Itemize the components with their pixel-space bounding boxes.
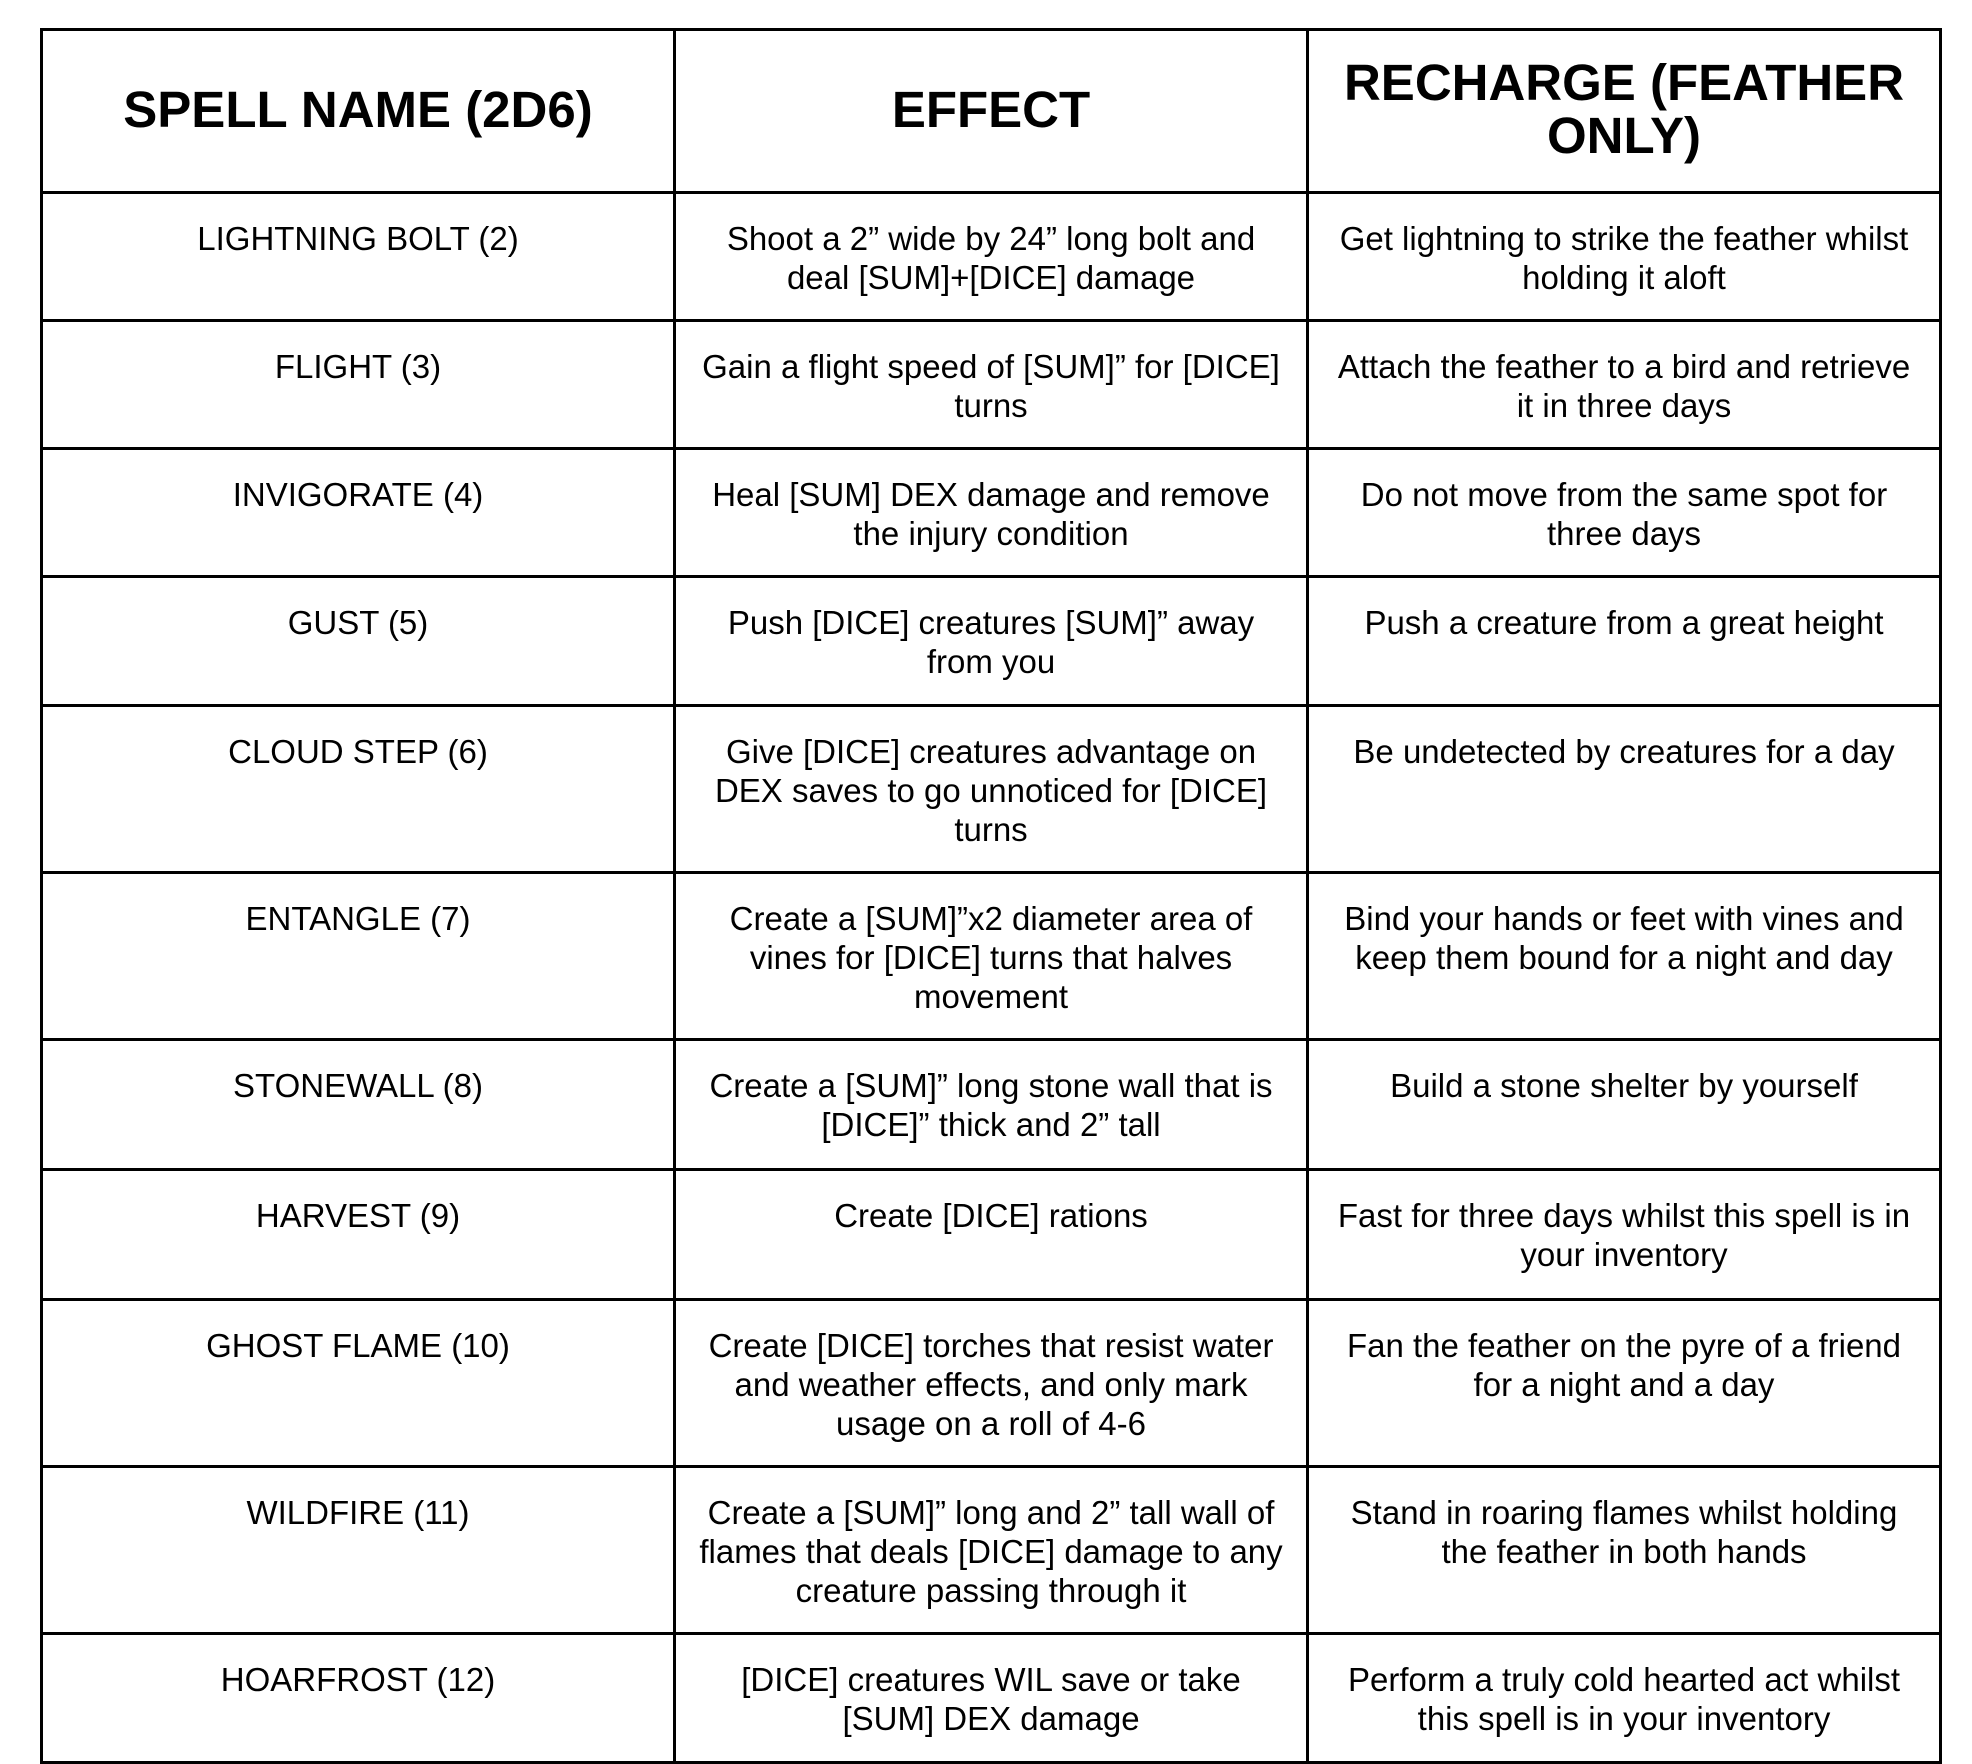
recharge-cell: Bind your hands or feet with vines and keep them bound for a night and day bbox=[1308, 873, 1941, 1040]
spell-table bbox=[40, 28, 1942, 1764]
table-row bbox=[42, 1467, 1941, 1634]
table-row bbox=[42, 577, 1941, 706]
recharge-cell: Fan the feather on the pyre of a friend for a night and a day bbox=[1308, 1300, 1941, 1467]
header-recharge: RECHARGE (FEATHER ONLY) bbox=[1308, 30, 1941, 193]
recharge-cell: Do not move from the same spot for three days bbox=[1308, 449, 1941, 577]
effect-cell: Create a [SUM]” long and 2” tall wall of flames that deals [DICE] damage to any creature passing through it bbox=[675, 1467, 1308, 1634]
table-row bbox=[42, 1170, 1941, 1300]
spell-name-cell: WILDFIRE (11) bbox=[42, 1467, 675, 1634]
spell-table-container bbox=[40, 28, 1939, 1764]
effect-cell: Create a [SUM]”x2 diameter area of vines for [DICE] turns that halves movement bbox=[675, 873, 1308, 1040]
table-row bbox=[42, 1634, 1941, 1763]
spell-name-cell: ENTANGLE (7) bbox=[42, 873, 675, 1040]
table-row bbox=[42, 1300, 1941, 1467]
header-effect: EFFECT bbox=[675, 30, 1308, 193]
effect-cell: Create a [SUM]” long stone wall that is [DICE]” thick and 2” tall bbox=[675, 1040, 1308, 1170]
spell-name-cell: FLIGHT (3) bbox=[42, 321, 675, 449]
spell-name-cell: HOARFROST (12) bbox=[42, 1634, 675, 1763]
table-header-row bbox=[42, 30, 1941, 193]
spell-name-cell: GHOST FLAME (10) bbox=[42, 1300, 675, 1467]
table-row bbox=[42, 193, 1941, 321]
recharge-cell: Stand in roaring flames whilst holding the feather in both hands bbox=[1308, 1467, 1941, 1634]
table-row bbox=[42, 706, 1941, 873]
effect-cell: Heal [SUM] DEX damage and remove the injury condition bbox=[675, 449, 1308, 577]
table-row bbox=[42, 321, 1941, 449]
header-spell-name: SPELL NAME (2D6) bbox=[42, 30, 675, 193]
table-row bbox=[42, 1040, 1941, 1170]
spell-name-cell: LIGHTNING BOLT (2) bbox=[42, 193, 675, 321]
effect-cell: [DICE] creatures WIL save or take [SUM] DEX damage bbox=[675, 1634, 1308, 1763]
spell-name-cell: GUST (5) bbox=[42, 577, 675, 706]
effect-cell: Create [DICE] torches that resist water and weather effects, and only mark usage on a roll of 4-6 bbox=[675, 1300, 1308, 1467]
recharge-cell: Attach the feather to a bird and retrieve it in three days bbox=[1308, 321, 1941, 449]
table-row bbox=[42, 449, 1941, 577]
recharge-cell: Push a creature from a great height bbox=[1308, 577, 1941, 706]
recharge-cell: Be undetected by creatures for a day bbox=[1308, 706, 1941, 873]
recharge-cell: Perform a truly cold hearted act whilst this spell is in your inventory bbox=[1308, 1634, 1941, 1763]
table-row bbox=[42, 873, 1941, 1040]
effect-cell: Gain a flight speed of [SUM]” for [DICE] turns bbox=[675, 321, 1308, 449]
recharge-cell: Build a stone shelter by yourself bbox=[1308, 1040, 1941, 1170]
recharge-cell: Get lightning to strike the feather whilst holding it aloft bbox=[1308, 193, 1941, 321]
spell-name-cell: HARVEST (9) bbox=[42, 1170, 675, 1300]
recharge-cell: Fast for three days whilst this spell is in your inventory bbox=[1308, 1170, 1941, 1300]
spell-name-cell: CLOUD STEP (6) bbox=[42, 706, 675, 873]
spell-name-cell: INVIGORATE (4) bbox=[42, 449, 675, 577]
effect-cell: Give [DICE] creatures advantage on DEX saves to go unnoticed for [DICE] turns bbox=[675, 706, 1308, 873]
effect-cell: Create [DICE] rations bbox=[675, 1170, 1308, 1300]
spell-name-cell: STONEWALL (8) bbox=[42, 1040, 675, 1170]
effect-cell: Push [DICE] creatures [SUM]” away from you bbox=[675, 577, 1308, 706]
effect-cell: Shoot a 2” wide by 24” long bolt and deal [SUM]+[DICE] damage bbox=[675, 193, 1308, 321]
